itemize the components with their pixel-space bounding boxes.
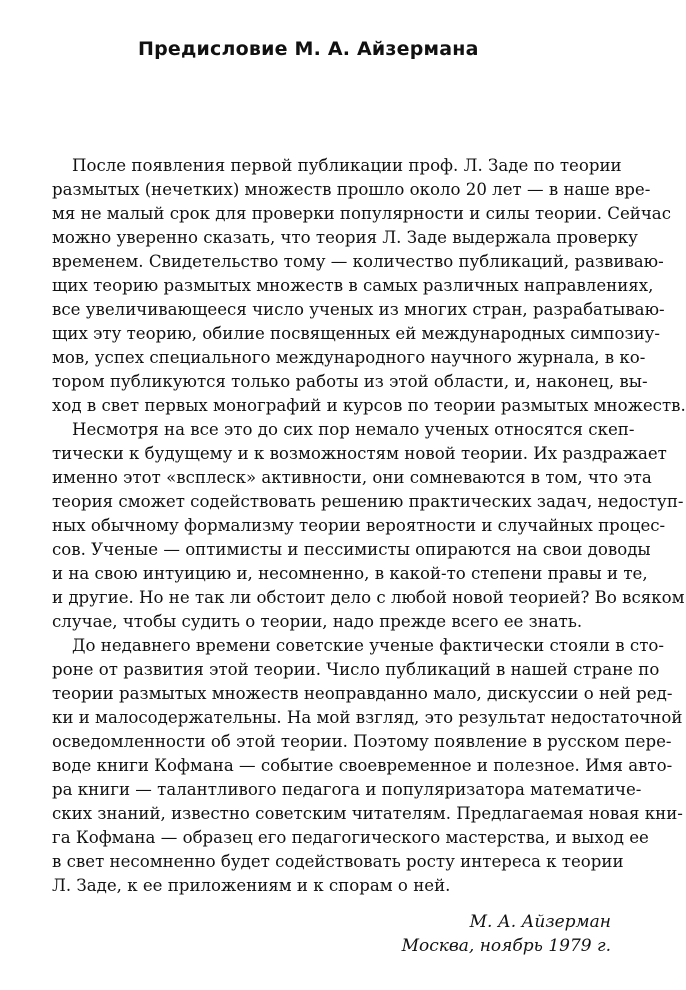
page-title: Предисловие М. А. Айзермана — [138, 38, 479, 60]
paragraph-1-line: размытых (нечетких) множеств прошло около 20 лет — в наше вре- — [52, 180, 651, 199]
paragraph-2-line: именно этот «всплеск» активности, они сомневаются в том, что эта — [52, 468, 652, 487]
paragraph-3-line: в свет несомненно будет содействовать росту интереса к теории — [52, 852, 624, 871]
paragraph-2-line: и на свою интуицию и, несомненно, в какой-то степени правы и те, — [52, 564, 648, 583]
paragraph-2-line: случае, чтобы судить о теории, надо прежде всего ее знать. — [52, 612, 583, 631]
paragraph-1-line: мя не малый срок для проверки популярности и силы теории. Сейчас — [52, 204, 671, 223]
paragraph-2-line: сов. Ученые — оптимисты и пессимисты опираются на свои доводы — [52, 540, 651, 559]
paragraph-1-line: можно уверенно сказать, что теория Л. Заде выдержала проверку — [52, 228, 638, 247]
paragraph-2-line: теория сможет содействовать решению практических задач, недоступ- — [52, 492, 684, 511]
paragraph-1-line: щих теорию размытых множеств в самых различных направлениях, — [52, 276, 654, 295]
paragraph-1-line: тором публикуются только работы из этой области, и, наконец, вы- — [52, 372, 648, 391]
paragraph-1-line: После появления первой публикации проф. Л. Заде по теории — [72, 156, 622, 175]
signature-place-date: Москва, ноябрь 1979 г. — [401, 936, 611, 956]
signature-name: М. А. Айзерман — [469, 912, 611, 932]
paragraph-3-line: роне от развития этой теории. Число публикаций в нашей стране по — [52, 660, 660, 679]
paragraph-1-line: временем. Свидетельство тому — количество публикаций, развиваю- — [52, 252, 664, 271]
paragraph-3-line: ки и малосодержательны. На мой взгляд, это результат недостаточной — [52, 708, 683, 727]
paragraph-3-line: теории размытых множеств неоправданно мало, дискуссии о ней ред- — [52, 684, 673, 703]
paragraph-2-line: ных обычному формализму теории вероятности и случайных процес- — [52, 516, 666, 535]
paragraph-2-line: тически к будущему и к возможностям новой теории. Их раздражает — [52, 444, 667, 463]
paragraph-1-line: щих эту теорию, обилие посвященных ей международных симпозиу- — [52, 324, 660, 343]
paragraph-1-line: все увеличивающееся число ученых из многих стран, разрабатываю- — [52, 300, 665, 319]
paragraph-3-line: ра книги — талантливого педагога и популяризатора математиче- — [52, 780, 642, 799]
paragraph-1-line: ход в свет первых монографий и курсов по теории размытых множеств. — [52, 396, 686, 415]
paragraph-3-line: га Кофмана — образец его педагогического мастерства, и выход ее — [52, 828, 649, 847]
paragraph-2-line: и другие. Но не так ли обстоит дело с любой новой теорией? Во всяком — [52, 588, 685, 607]
paragraph-3-line: воде книги Кофмана — событие своевременное и полезное. Имя авто- — [52, 756, 673, 775]
paragraph-3-line: Л. Заде, к ее приложениям и к спорам о ней. — [52, 876, 451, 895]
paragraph-3-line: До недавнего времени советские ученые фактически стояли в сто- — [72, 636, 664, 655]
paragraph-1-line: мов, успех специального международного научного журнала, в ко- — [52, 348, 646, 367]
paragraph-3-line: осведомленности об этой теории. Поэтому появление в русском пере- — [52, 732, 672, 751]
paragraph-3-line: ских знаний, известно советским читателям. Предлагаемая новая кни- — [52, 804, 683, 823]
paragraph-2-line: Несмотря на все это до сих пор немало ученых относятся скеп- — [72, 420, 635, 439]
